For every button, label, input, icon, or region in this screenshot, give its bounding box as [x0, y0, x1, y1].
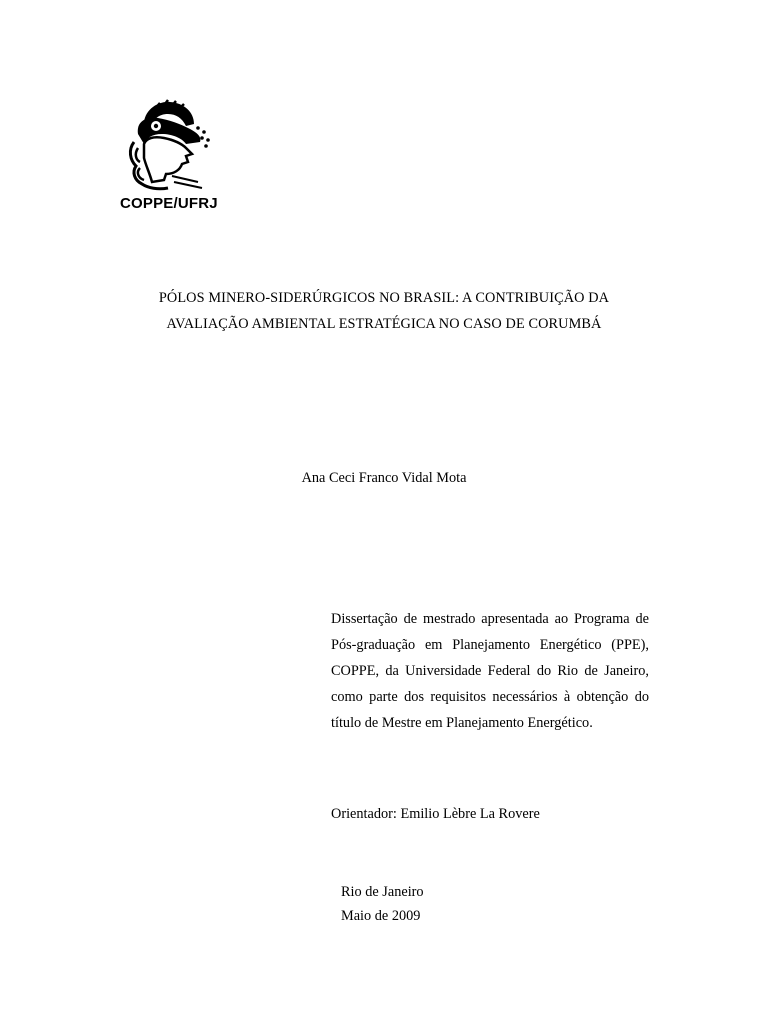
dissertation-title	[100, 285, 668, 337]
institution-name: COPPE/UFRJ	[120, 195, 218, 212]
location: Rio de Janeiro	[341, 884, 424, 900]
advisor-line: Orientador: Emilio Lèbre La Rovere	[331, 806, 540, 822]
dissertation-description: Dissertação de mestrado apresentada ao Programa de Pós-graduação em Planejamento Energético (PPE), COPPE, da Universidade Federal do Rio de Janeiro, como parte dos requisitos necessários à obtenção do título de Mestre em Planejamento Energético.	[331, 611, 649, 731]
institution-logo	[118, 98, 228, 218]
place-date	[341, 880, 424, 928]
date: Maio de 2009	[341, 908, 421, 924]
title-line-1: PÓLOS MINERO-SIDERÚRGICOS NO BRASIL: A CONTRIBUIÇÃO DA	[158, 290, 610, 306]
author-name: Ana Ceci Franco Vidal Mota	[301, 470, 467, 486]
title-line-2: AVALIAÇÃO AMBIENTAL ESTRATÉGICA NO CASO DE CORUMBÁ	[166, 316, 602, 332]
minerva-emblem-icon	[124, 98, 214, 194]
